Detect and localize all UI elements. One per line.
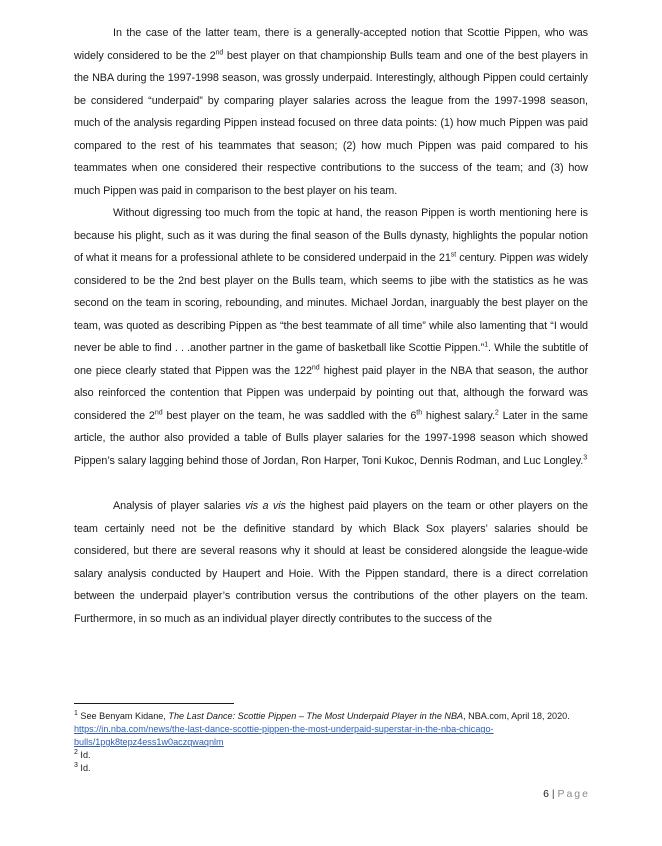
footnote-1-text-b: , NBA.com, April 18, 2020.	[463, 711, 570, 721]
p2-text-b: century. Pippen	[456, 252, 537, 264]
footnotes	[74, 710, 588, 775]
p2-text-g: highest salary.	[422, 409, 495, 422]
body-text	[74, 22, 588, 630]
p2-sup-nd-a: nd	[311, 363, 320, 371]
footnote-2-text: Id.	[77, 750, 91, 760]
p2-emphasis-was: was	[536, 252, 556, 264]
footnote-2	[74, 749, 588, 762]
p2-text-h: Later in the same article, the author also provided a table of Bulls player salaries for the 1997-1998 season which showed Pippen’s salary lagging behind those of Jordan, Ron Harper, Toni Kukoc, Dennis Rodman, and Luc Longley.	[74, 409, 588, 467]
p2-text-d: . While the subtitle of one piece clearly stated that Pippen was the 122	[74, 342, 588, 377]
footnote-1-article-title: The Last Dance: Scottie Pippen – The Most Underpaid Player in the NBA	[168, 711, 464, 721]
footnote-3-text: Id.	[77, 763, 91, 773]
footnote-separator	[74, 703, 234, 704]
p1-text-a: In the case of the latter team, there is a generally-accepted notion that Scottie Pippen, who was widely considered to be the 2	[74, 27, 588, 62]
p2-text-f: best player on the team, he was saddled with the 6	[162, 409, 417, 422]
footnote-3-number: 3	[74, 761, 78, 769]
p2-sup-nd-b: nd	[154, 408, 163, 416]
footnote-ref-2[interactable]: 2	[494, 408, 499, 416]
p1-sup: nd	[215, 48, 224, 56]
page-number-separator: |	[548, 788, 558, 800]
p1-text-b: best player on that championship Bulls team and one of the best players in the NBA during the 1997-1998 season, was grossly underpaid. Interestingly, although Pippen could certainly be considered “underpaid” by comparing player salaries across the league from the 1997-1998 season, much of the analysis regarding Pippen instead focused on three data points: (1) how much Pippen was paid compared to the rest of his teammates that season; (2) how much Pippen was paid compared to his teammates when one considered their respective contributions to the success of the team; and (3) how much Pippen was paid in comparison to the best player on his team.	[74, 49, 588, 197]
p2-sup-st: st	[450, 251, 457, 259]
paragraph-3	[74, 495, 588, 630]
p3-emphasis-vis-a-vis: vis a vis	[245, 500, 286, 512]
footnote-1-text-a: See Benyam Kidane,	[77, 711, 169, 721]
p2-text-a: Without digressing too much from the topic at hand, the reason Pippen is worth mentioning here is because his plight, such as it was during the final season of the Bulls dynasty, highlights the popular notion of what it means for a professional athlete to be considered underpaid in the 21	[74, 207, 588, 264]
footnote-1-number: 1	[74, 709, 78, 717]
paragraph-1	[74, 22, 588, 202]
page-number-value: 6	[543, 788, 549, 800]
page-number	[543, 788, 590, 800]
footnote-1-link[interactable]: https://in.nba.com/news/the-last-dance-scottie-pippen-the-most-underpaid-superstar-in-the-nba-chicago-bulls/1pgk8tepz4ess1w0aczqwaqnlm	[74, 724, 494, 747]
footnote-3	[74, 762, 588, 775]
p3-text-a: Analysis of player salaries	[113, 500, 246, 512]
p2-sup-th: th	[416, 408, 423, 416]
p3-text-b: the highest paid players on the team or other players on the team certainly need not be the definitive standard by which Black Sox players’ salaries should be considered, but there are several reasons why it should at least be considered alongside the league-wide salary analysis conducted by Haupert and Hoie. With the Pippen standard, there is a direct correlation between the underpaid player’s contribution versus the contributions of the other players on the team. Furthermore, in so much as an individual player directly contributes to the success of the	[74, 500, 589, 625]
footnote-ref-3[interactable]: 3	[583, 453, 588, 461]
page-number-label: Page	[557, 788, 590, 800]
paragraph-2	[74, 202, 588, 472]
footnote-2-number: 2	[74, 748, 78, 756]
footnote-ref-1[interactable]: 1	[484, 341, 489, 349]
p2-text-e: highest paid player in the NBA that season, the author also reinforced the contention that Pippen was underpaid by pointing out that, although the forward was considered the 2	[74, 364, 588, 422]
footnote-1	[74, 710, 588, 749]
p2-text-c: widely considered to be the 2nd best player on the Bulls team, which seems to jibe with the statistics as he was second on the team in scoring, rebounding, and minutes. Michael Jordan, inarguably the best player on the team, was quoted as describing Pippen as “the best teammate of all time” while also lamenting that “I would never be able to find . . .another partner in the game of basketball like Scottie Pippen.”	[74, 252, 589, 354]
